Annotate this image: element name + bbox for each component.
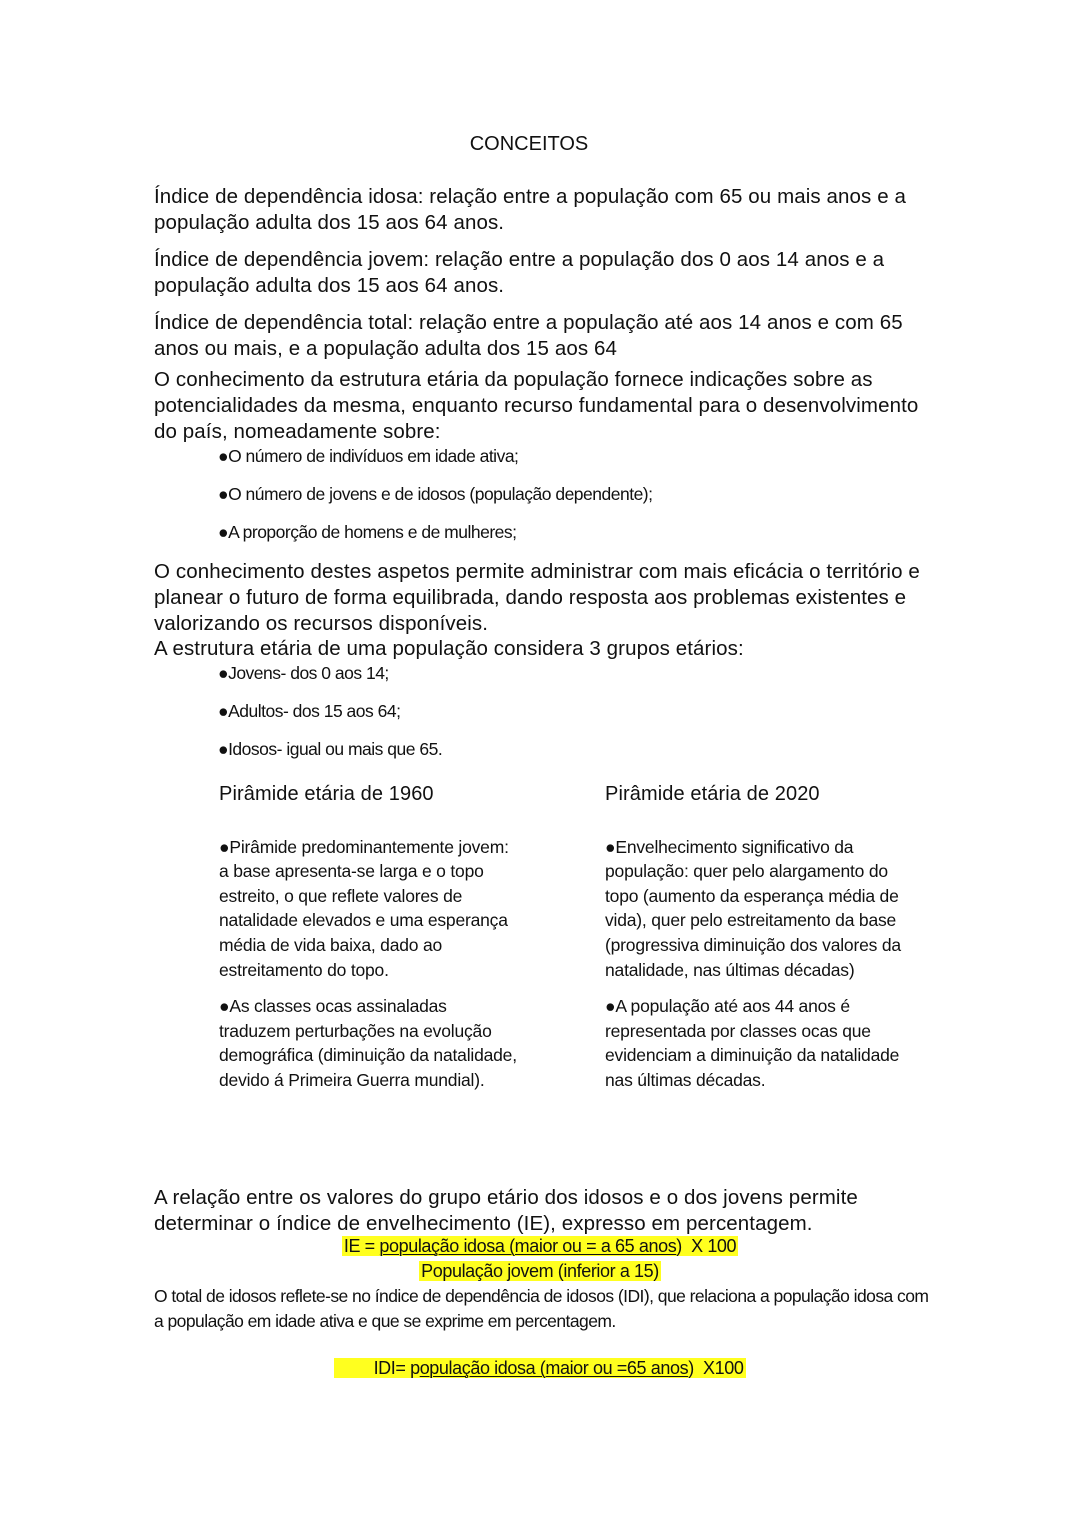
idi-numerator: opulação idosa (maior ou =65 anos bbox=[419, 1358, 689, 1378]
idi-formula bbox=[0, 1358, 1080, 1379]
pyramid-1960-bullet: ●Pirâmide predominantemente jovem: a base apresenta-se larga e o topo estreito, o que reflete valores de natalidade elevados e uma esperança média de vida baixa, dado ao estreitamento do topo. bbox=[219, 836, 509, 980]
pyramid-1960-heading: Pirâmide etária de 1960 bbox=[219, 783, 434, 805]
ie-numerator-close: ) bbox=[676, 1236, 682, 1256]
ie-denominator: População jovem (inferior a 15) bbox=[421, 1261, 659, 1281]
document-title: CONCEITOS bbox=[469, 133, 589, 155]
pyramid-1960-column bbox=[219, 782, 519, 1105]
age-groups-intro: A estrutura etária de uma população considera 3 grupos etários: bbox=[154, 637, 744, 660]
list-item: ●Adultos- dos 15 aos 64; bbox=[218, 701, 401, 721]
idi-formula-prefix: IDI= p bbox=[373, 1358, 420, 1378]
age-groups-list bbox=[218, 663, 918, 777]
pyramid-2020-column bbox=[605, 782, 905, 1105]
definition-youth-dependency: Índice de dependência jovem: relação entre a população dos 0 aos 14 anos e a população adulta dos 15 aos 64 anos. bbox=[154, 248, 885, 297]
definition-elderly-dependency: Índice de dependência idosa: relação entre a população com 65 ou mais anos e a população adulta dos 15 aos 64 anos. bbox=[154, 185, 907, 234]
intro-paragraph: O conhecimento da estrutura etária da população fornece indicações sobre as potencialidades da mesma, enquanto recurso fundamental para o desenvolvimento do país, nomeadamente sobre: bbox=[154, 368, 919, 443]
pyramid-2020-bullet: ●Envelhecimento significativo da população: quer pelo alargamento do topo (aumento da esperança média de vida), quer pelo estreitamento da base (progressiva diminuição dos valores da natalidade, nas últimas décadas) bbox=[605, 836, 901, 980]
idi-multiplier: X100 bbox=[693, 1358, 744, 1378]
ie-formula-numerator bbox=[0, 1236, 1080, 1257]
ie-numerator: população idosa (maior ou = a 65 anos bbox=[379, 1236, 677, 1256]
ie-paragraph: A relação entre os valores do grupo etário dos idosos e o dos jovens permite determinar o índice de envelhecimento (IE), expresso em percentagem. bbox=[154, 1186, 858, 1235]
idi-numerator-close: ) bbox=[688, 1358, 694, 1378]
idi-paragraph: O total de idosos reflete-se no índice de dependência de idosos (IDI), que relaciona a população idosa com a população em idade ativa e que se exprime em percentagem. bbox=[154, 1286, 929, 1331]
list-item: ●Jovens- dos 0 aos 14; bbox=[218, 663, 389, 683]
pyramid-1960-bullet: ●As classes ocas assinaladas traduzem perturbações na evolução demográfica (diminuição da natalidade, devido á Primeira Guerra mundial). bbox=[219, 996, 517, 1090]
ie-formula-highlight bbox=[342, 1236, 738, 1256]
ie-formula-prefix: IE = bbox=[343, 1236, 380, 1256]
list-item: ●A proporção de homens e de mulheres; bbox=[218, 522, 517, 542]
ie-multiplier: X 100 bbox=[681, 1236, 737, 1256]
list-item: ●Idosos- igual ou mais que 65. bbox=[218, 739, 443, 759]
knowledge-paragraph: O conhecimento destes aspetos permite administrar com mais eficácia o território e planear o futuro de forma equilibrada, dando resposta aos problemas existentes e valorizando os recursos disponíveis. bbox=[154, 560, 920, 635]
ie-formula-denominator bbox=[0, 1261, 1080, 1282]
intro-bullet-list bbox=[218, 446, 918, 560]
pyramid-2020-bullet: ●A população até aos 44 anos é representada por classes ocas que evidenciam a diminuição da natalidade nas últimas décadas. bbox=[605, 996, 900, 1090]
list-item: ●O número de indivíduos em idade ativa; bbox=[218, 446, 519, 466]
definition-total-dependency: Índice de dependência total: relação entre a população até aos 14 anos e com 65 anos ou mais, e a população adulta dos 15 aos 64 bbox=[154, 311, 903, 360]
idi-formula-highlight bbox=[334, 1358, 747, 1378]
list-item: ●O número de jovens e de idosos (população dependente); bbox=[218, 484, 653, 504]
pyramid-2020-heading: Pirâmide etária de 2020 bbox=[605, 783, 820, 805]
